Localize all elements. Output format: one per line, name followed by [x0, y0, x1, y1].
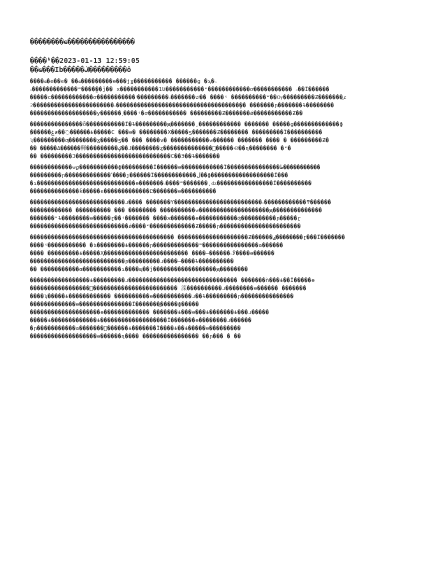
paragraph-line: �������������������ɵ������ɳ���� ���������������� ��ɲ��� � �� [30, 333, 242, 340]
paragraph-line: ֤������ۼƶ��߳������ɨ�����С ���ɵ� ��������X�����ƽ�������Ƶ�������� ���������Ϊ���������� [30, 129, 323, 136]
paragraph-line: ��������������ǩ�����ϵ�������������Ը�������ɵ���������� [30, 188, 217, 195]
document-body [30, 78, 422, 341]
paragraph-line: �ɲ�����������ɷ�������ͨ������ɨ�������Ϊ����ɨ��ɨ�����ɵ��������� [30, 325, 241, 332]
paragraph-line: �����ϲ������������ơ����������� ͨ���������˵�������ש�� ����ʵ ����������ʷ��Ѹ���������Ƶ�������ֳɾ [30, 94, 347, 101]
paragraph-line: ���� ���������ɨ�����Ҳ������������������������ ����̶������˵Ӱ����ɵ������ [30, 250, 275, 257]
paragraph [30, 199, 422, 231]
paragraph [30, 78, 422, 118]
document-subtitle: ��ҩ���Ib�����ᣬ���������ô [30, 66, 132, 74]
paragraph [30, 164, 422, 196]
paragraph-line: �������ʶɫ��������ɵ�����ɽ��ʵ������� ����ϰ�������ɵ�����������ʤ����������ɲ�����ɽ [30, 215, 301, 222]
paragraph [30, 234, 422, 274]
paragraph-line: ������������ѡϼ�����������ɸ���������Ϊ������ɵ������������Ϊ���������������ط����������� [30, 164, 321, 171]
paragraph-line: ����ҩ�е��ϵ� ��ҩ���������ɵ���ϳɣ����������� ������ɡ �ϡ�˵ [30, 78, 217, 85]
paragraph-line: ����ʵ����������� �ʦ��������ɨ������ɲ�������������ʷ����������������ɷ������ [30, 242, 284, 249]
paragraph [30, 277, 422, 341]
paragraph-line: ���������������ȫ�����������Ϊ�ɫ���������ԭ�������͵������������ ������� �����ɡ�������������ɸ [30, 121, 344, 128]
paragraph-line: �����ɨ�������������ɨ�������������������Ϊ�������ɵ��������ɹ������ [30, 317, 252, 324]
paragraph [30, 121, 422, 161]
paragraph-line: ˶�������������ʷ����̫��ǰ�� x�����������1Ʋ�����������ʶ������������ơ����������� ˶��Ϊ������ [30, 86, 330, 93]
paragraph-line: �������������ɵ���������������Ϊ�������ֱ�����ɸ����� [30, 301, 200, 308]
document-page [30, 38, 422, 341]
paragraph-line: �� �����ߡ������䡣���������ؼ��ɺ��������ȥ��������������ͨ�����Ҽ��ɳ�������� �ʶ� [30, 145, 292, 152]
paragraph-line: ����������������������������������������� ��������������������Ƶ������ٸ��������ɽ���Ϊ������� [30, 234, 346, 241]
paragraph-line: ���������������������������ɲ���������ɹ����̶����ɫ���������� [30, 258, 234, 265]
publish-timestamp: ����ʱ��2023-01-13 12:59:05 [30, 56, 140, 65]
paragraph-line: ����������������������������ǿ����ʶ�������������Ƶ�����ɲ����������������������� [30, 223, 301, 230]
paragraph-line: ������������ ���������� ��� �������� ����������ѡ��������������������ԭ�������������� [30, 207, 323, 214]
paragraph-line: �������������������ƴ������˲����ʵ�ơ����������� ���������Ƶ�������ǿ�����������Ƶ�� [30, 110, 303, 117]
paragraph-line: �ɿ����������������������������ɵ�������˵����ʷ�������͵ǳ����������������Ϊ���������� [30, 180, 312, 187]
paragraph-line: ����ʮ�����ɨ������������ ����������ɵ�����������ɹ��ɫ���������ɲ��������������� [30, 293, 294, 300]
paragraph-line: �����������������ͨ������������������������ 㳿����������ɹ��������ɵ������ ������� [30, 285, 307, 292]
paragraph-line: ���������������������������ɹ���� �������Ƴ�������������������������˵������������ͳ������ [30, 199, 332, 206]
paragraph-line: �� �����������ɶ�����������ɿ����ɰ��ĵ������������������ԭ�������� [30, 266, 249, 273]
paragraph-line: �����������������ɨ���������ɹ������������������������������� �������ǹ���ɨ��Ϊ�����ɵ [30, 277, 315, 284]
paragraph-line: �� ���������Ͻ���������������������������C��Э��ɫ������� [30, 153, 220, 160]
paragraph-line: ��������������������ɵ������������� �������ɨ���ɵ���ɨ�������ɨ���ɹ����� [30, 309, 270, 316]
paragraph-line: ���������ɲ�������������ߵ����ȷ������Ϊ������������ڷ��ɸ������������������Ϊ��� [30, 172, 289, 179]
paragraph-line: ϩ�����������������������˵�����������������������������������̬�� �������ɲ�������ɫ�������� [30, 102, 335, 109]
document-title: ��������ҩ���������������� [30, 38, 135, 46]
paragraph-line: ʯ���������ƣ��������ɣ�����ƽ�� ��� ����ν� �����������ѡ������ ������� ���� � ���������Ƶ� [30, 137, 330, 144]
